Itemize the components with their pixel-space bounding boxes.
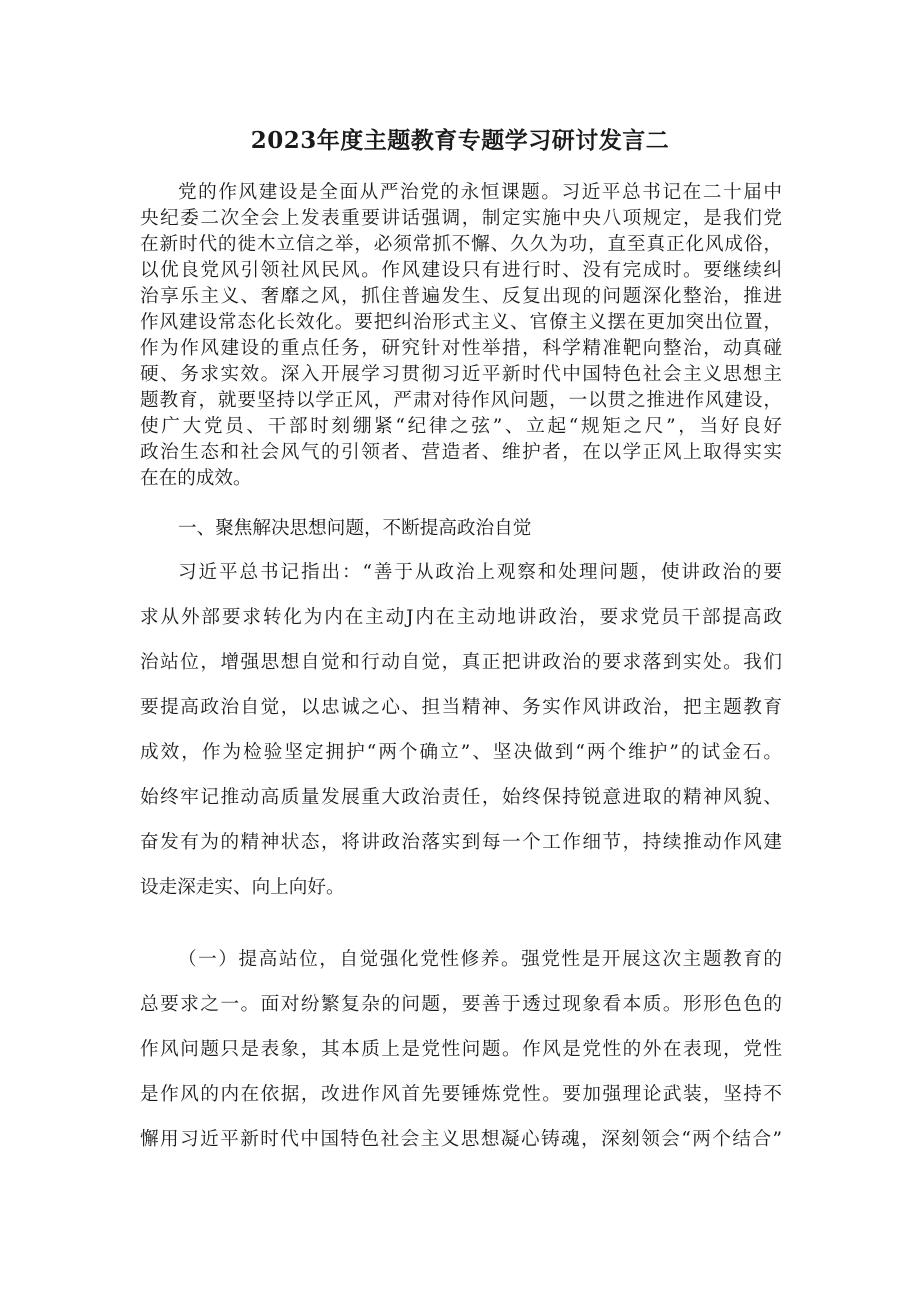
document-title: 2023年度主题教育专题学习研讨发言二 [250, 127, 670, 154]
paragraph-line: 成效，作为检验坚定拥护“两个确立”、坚决做到“两个维护”的试金石。 [140, 742, 782, 763]
paragraph-line: 作风问题只是表象，其本质上是党性问题。作风是党性的外在表现，党性 [140, 1039, 782, 1060]
paragraph-line: 使广大党员、干部时刻绷紧“纪律之弦”、立起“规矩之尺”，当好良好 [140, 416, 782, 437]
paragraph-line: 题教育，就要坚持以学正风，严肃对待作风问题，一以贯之推进作风建设， [140, 390, 782, 411]
paragraph-line: 习近平总书记指出：“善于从政治上观察和处理问题，使讲政治的要 [178, 562, 782, 583]
paragraph-line: （一）提高站位，自觉强化党性修养。强党性是开展这次主题教育的 [178, 949, 782, 970]
paragraph-line: 以优良党风引领社风民风。作风建设只有进行时、没有完成时。要继续纠 [140, 260, 782, 281]
paragraph-line: 硬、务求实效。深入开展学习贯彻习近平新时代中国特色社会主义思想主 [140, 364, 782, 385]
paragraph-line: 求从外部要求转化为内在主动J内在主动地讲政治，要求党员干部提高政 [140, 607, 782, 628]
paragraph-line: 政治生态和社会风气的引领者、营造者、维护者，在以学正风上取得实实 [140, 442, 782, 463]
paragraph-line: 懈用习近平新时代中国特色社会主义思想凝心铸魂，深刻领会“两个结合” [140, 1129, 782, 1150]
paragraph-line: 始终牢记推动高质量发展重大政治责任，始终保持锐意进取的精神风貌、 [140, 787, 782, 808]
paragraph-line: 设走深走实、向上向好。 [140, 877, 345, 898]
paragraph-line: 总要求之一。面对纷繁复杂的问题，要善于透过现象看本质。形形色色的 [140, 994, 782, 1015]
paragraph-line: 作风建设常态化长效化。要把纠治形式主义、官僚主义摆在更加突出位置， [140, 312, 782, 333]
paragraph-line: 治享乐主义、奢靡之风，抓住普遍发生、反复出现的问题深化整治，推进 [140, 286, 782, 307]
paragraph-line: 奋发有为的精神状态，将讲政治落实到每一个工作细节，持续推动作风建 [140, 832, 782, 853]
paragraph-line: 是作风的内在依据，改进作风首先要锤炼党性。要加强理论武装，坚持不 [140, 1084, 782, 1105]
paragraph-line: 央纪委二次全会上发表重要讲话强调，制定实施中央八项规定，是我们党 [140, 208, 782, 229]
paragraph-line: 党的作风建设是全面从严治党的永恒课题。习近平总书记在二十届中 [178, 182, 782, 203]
paragraph-line: 在新时代的徙木立信之举，必须常抓不懈、久久为功，直至真正化风成俗， [140, 234, 782, 255]
paragraph-line: 作为作风建设的重点任务，研究针对性举措，科学精准靶向整治，动真碰 [140, 338, 782, 359]
section-heading: 一、聚焦解决思想问题，不断提高政治自觉 [178, 518, 532, 539]
paragraph-line: 治站位，增强思想自觉和行动自觉，真正把讲政治的要求落到实处。我们 [140, 652, 782, 673]
paragraph-line: 在在的成效。 [140, 468, 252, 489]
paragraph-line: 要提高政治自觉，以忠诚之心、担当精神、务实作风讲政治，把主题教育 [140, 697, 782, 718]
